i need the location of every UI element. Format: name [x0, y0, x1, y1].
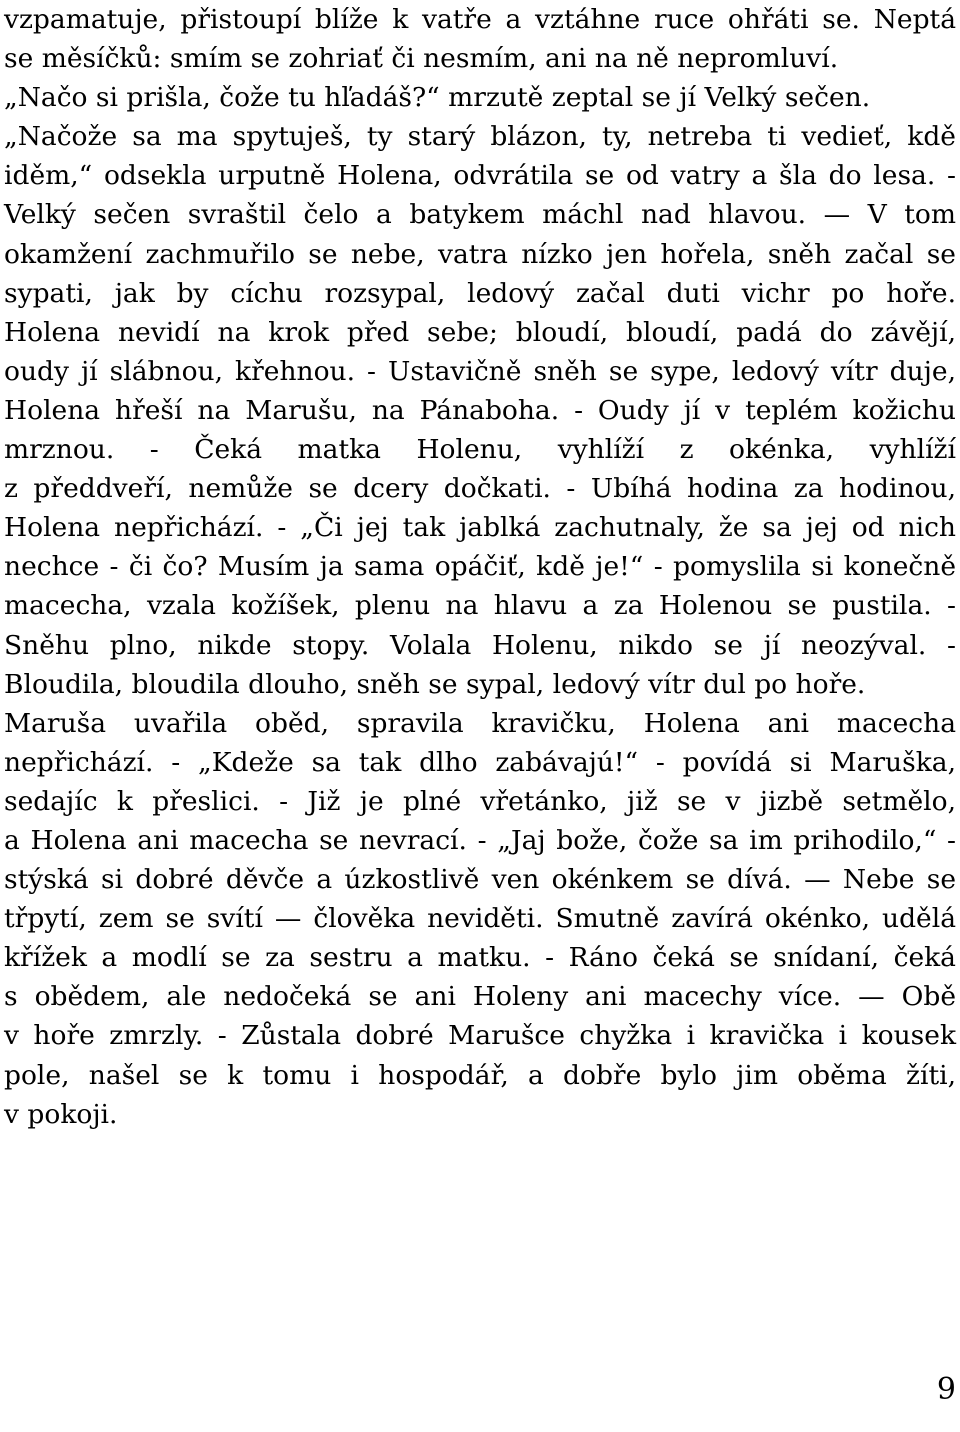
- page-number: 9: [936, 1372, 956, 1407]
- text-line: Holena hřeší na Marušu, na Pánaboha. - Oudy jí v teplém kožichu: [4, 394, 956, 426]
- text-line: stýská si dobré děvče a úzkostlivě ven okénkem se dívá. — Nebe se: [4, 864, 956, 896]
- text-line: mrznou. - Čeká matka Holenu, vyhlíží z okénka, vyhlíží: [4, 434, 956, 466]
- text-line: oudy jí slábnou, křehnou. - Ustavičně sněh se sype, ledový vítr duje,: [4, 355, 956, 387]
- text-line: v hoře zmrzly. - Zůstala dobré Marušce chyžka i kravička i kousek: [4, 1020, 956, 1052]
- text-line: se měsíčků: smím se zohriať či nesmím, ani na ně nepromluví.: [4, 43, 839, 75]
- text-line: v pokoji.: [4, 1098, 118, 1130]
- text-line: Holena nevidí na krok před sebe; bloudí, bloudí, padá do závějí,: [4, 316, 956, 348]
- body-text: [4, 0, 956, 1134]
- text-line: „Načože sa ma spytuješ, ty starý blázon, ty, netreba ti vedieť, kdě: [4, 121, 956, 153]
- text-line: křížek a modlí se za sestru a matku. - Ráno čeká se snídaní, čeká: [4, 942, 956, 974]
- text-line: pole, našel se k tomu i hospodář, a dobře bylo jim oběma žíti,: [4, 1059, 956, 1091]
- text-line: Maruša uvařila oběd, spravila kravičku, Holena ani macecha: [4, 707, 956, 739]
- text-line: třpytí, zem se svítí — člověka neviděti. Smutně zavírá okénko, udělá: [4, 903, 956, 935]
- text-line: vzpamatuje, přistoupí blíže k vatře a vztáhne ruce ohřáti se. Neptá: [4, 4, 956, 35]
- text-line: s obědem, ale nedočeká se ani Holeny ani macechy více. — Obě: [4, 981, 956, 1013]
- text-line: nepřichází. - „Kdeže sa tak dlho zabávajú!“ - povídá si Maruška,: [4, 746, 956, 778]
- text-line: Velký sečen svraštil čelo a batykem máchl nad hlavou. — V tom: [4, 199, 956, 231]
- text-line: macecha, vzala kožíšek, plenu na hlavu a za Holenou se pustila. -: [4, 590, 956, 622]
- text-line: iděm,“ odsekla urputně Holena, odvrátila se od vatry a šla do lesa. -: [4, 160, 956, 192]
- text-line: Bloudila, bloudila dlouho, sněh se sypal, ledový vítr dul po hoře.: [4, 668, 866, 700]
- text-line: „Načo si prišla, čože tu hľadáš?“ mrzutě zeptal se jí Velký sečen.: [4, 82, 871, 114]
- text-line: sedajíc k přeslici. - Již je plné vřetánko, již se v jizbě setmělo,: [4, 785, 956, 817]
- text-line: sypati, jak by cíchu rozsypal, ledový začal duti vichr po hoře.: [4, 277, 956, 309]
- text-line: Holena nepřichází. - „Či jej tak jablká zachutnaly, že sa jej od nich: [4, 512, 956, 544]
- text-line: z předdveří, nemůže se dcery dočkati. - Ubíhá hodina za hodinou,: [4, 473, 956, 505]
- text-line: okamžení zachmuřilo se nebe, vatra nízko jen hořela, sněh začal se: [4, 238, 956, 270]
- text-line: a Holena ani macecha se nevrací. - „Jaj bože, čože sa im prihodilo,“ -: [4, 824, 956, 856]
- text-line: nechce - či čo? Musím ja sama opáčiť, kdě je!“ - pomyslila si konečně: [4, 551, 956, 583]
- text-line: Sněhu plno, nikde stopy. Volala Holenu, nikdo se jí neozýval. -: [4, 629, 956, 661]
